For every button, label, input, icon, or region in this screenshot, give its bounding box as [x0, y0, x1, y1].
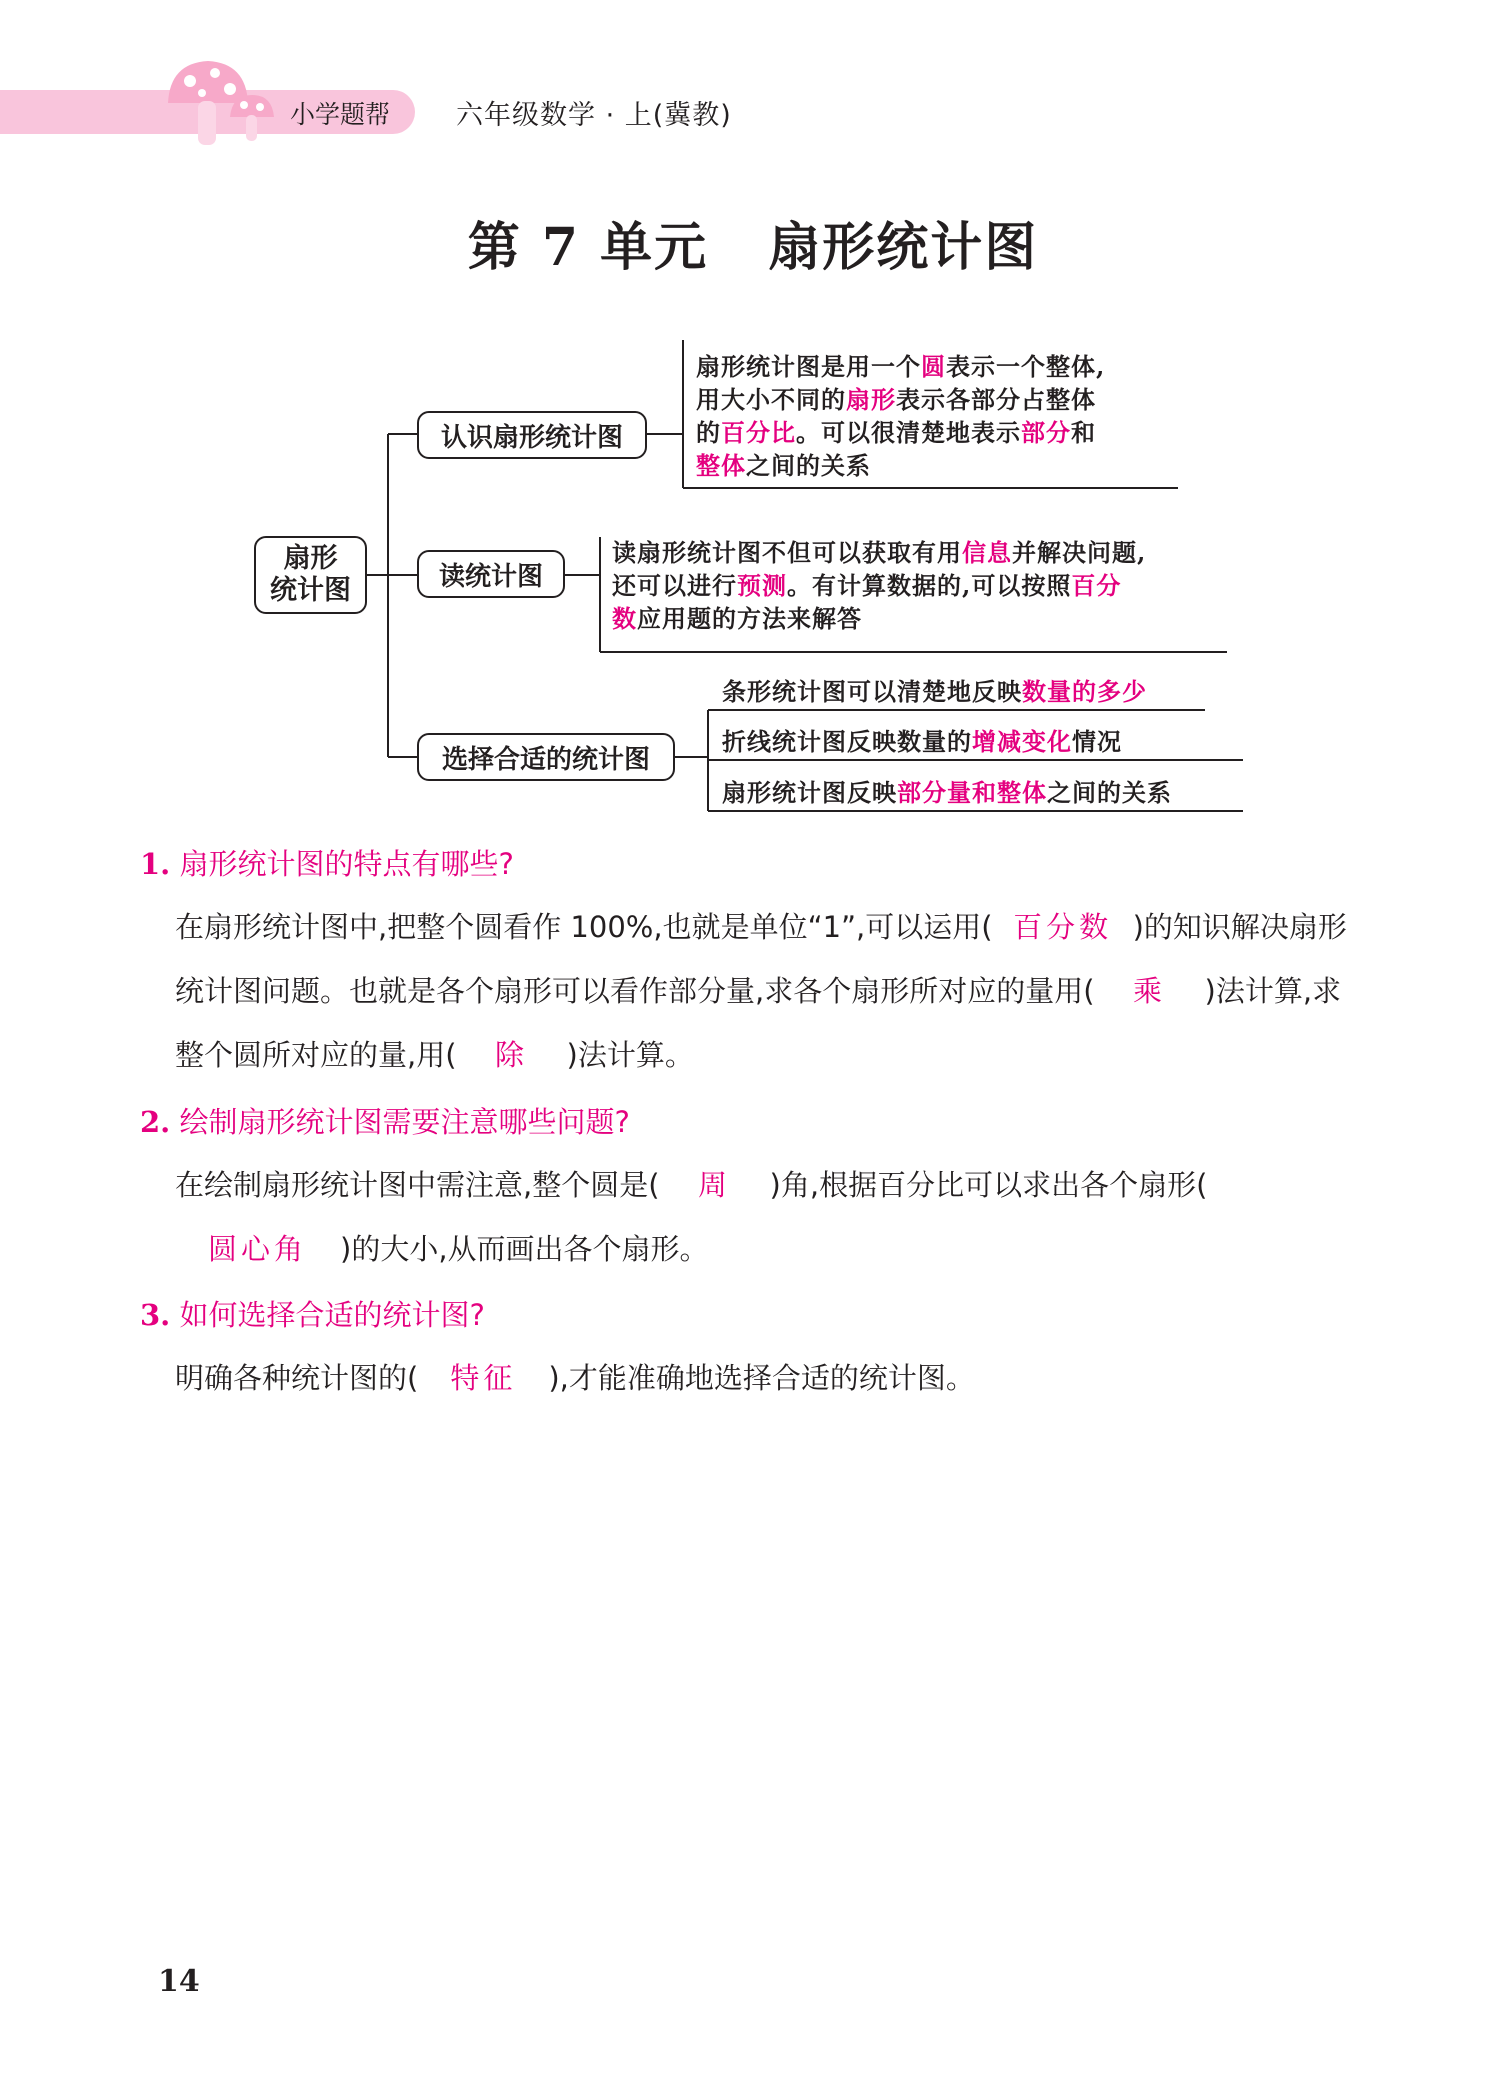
note-line — [696, 383, 1196, 416]
branch-recognize — [417, 411, 647, 459]
question-2 — [140, 1100, 630, 1141]
note-line — [612, 536, 1252, 569]
note-line — [696, 416, 1196, 449]
note-text: 扇形统计图是用一个 — [696, 352, 921, 381]
note-text: 之间的关系 — [1047, 778, 1172, 807]
branch-read — [417, 550, 565, 598]
highlight-text: 增减变化 — [972, 727, 1072, 756]
answer-1 — [175, 895, 1370, 1087]
root-line-1: 扇形 — [283, 543, 338, 574]
answer-blank: 周 — [698, 1168, 732, 1202]
question-3 — [140, 1293, 485, 1334]
branch-choose-item — [722, 725, 1122, 758]
answer-3 — [175, 1346, 1370, 1410]
note-text: 情况 — [1072, 727, 1122, 756]
highlight-text: 预测 — [737, 571, 787, 600]
branch-read-note — [612, 536, 1252, 635]
page-number: 14 — [158, 1964, 200, 1999]
answer-text: 明确各种统计图的( — [175, 1361, 419, 1395]
highlight-text: 部分 — [1021, 418, 1071, 447]
answer-text: ),才能准确地选择合适的统计图。 — [548, 1361, 975, 1395]
question-text: 如何选择合适的统计图? — [179, 1298, 485, 1332]
branch-choose-item — [722, 675, 1147, 708]
note-text: 之间的关系 — [746, 451, 871, 480]
branch-choose — [417, 733, 675, 781]
branch-label: 读统计图 — [438, 561, 543, 592]
note-text: 应用题的方法来解答 — [637, 604, 862, 633]
question-number: 3. — [140, 1298, 171, 1332]
note-line — [696, 449, 1196, 482]
highlight-text: 百分 — [1071, 571, 1122, 600]
highlight-text: 部分量和整体 — [897, 778, 1047, 807]
note-text: 。可以很清楚地表示 — [796, 418, 1021, 447]
note-text: 还可以进行 — [612, 571, 737, 600]
question-number: 2. — [140, 1105, 171, 1139]
question-text: 扇形统计图的特点有哪些? — [179, 847, 514, 881]
mind-map-root — [254, 536, 367, 614]
highlight-text: 扇形 — [846, 385, 896, 414]
root-line-2: 统计图 — [270, 575, 351, 606]
branch-label: 选择合适的统计图 — [441, 744, 650, 775]
branch-recognize-note — [696, 350, 1196, 482]
highlight-text: 整体 — [696, 451, 746, 480]
series-name: 小学题帮 — [290, 100, 391, 129]
note-text: 扇形统计图反映 — [722, 778, 897, 807]
highlight-text: 数量的多少 — [1022, 677, 1147, 706]
highlight-text: 百分比 — [721, 418, 796, 447]
note-text: 和 — [1071, 418, 1096, 447]
note-text: 读扇形统计图不但可以获取有用 — [612, 538, 962, 567]
answer-blank: 乘 — [1133, 974, 1167, 1008]
answer-blank: 圆心角 — [207, 1232, 307, 1266]
book-title: 六年级数学 · 上(冀教) — [456, 100, 732, 131]
answer-2 — [175, 1153, 1370, 1281]
question-text: 绘制扇形统计图需要注意哪些问题? — [179, 1105, 630, 1139]
note-text: 表示一个整体, — [946, 352, 1106, 381]
question-1 — [140, 842, 514, 883]
answer-text: )角,根据百分比可以求出各个扇形( — [769, 1168, 1208, 1202]
answer-text: )的知识解决扇形统计图问题。也就是各个扇形可以看作部分量,求各个扇形所对应的量用( — [175, 910, 1347, 1008]
highlight-text: 信息 — [962, 538, 1012, 567]
note-line — [696, 350, 1196, 383]
highlight-text: 圆 — [921, 352, 946, 381]
note-text: 用大小不同的 — [696, 385, 846, 414]
unit-number: 第 7 单元 — [467, 217, 709, 278]
note-text: 的 — [696, 418, 721, 447]
note-text: 并解决问题, — [1012, 538, 1147, 567]
question-number: 1. — [140, 847, 171, 881]
answer-blank: 除 — [495, 1038, 529, 1072]
answer-text: )法计算,求整个圆所对应的量,用( — [175, 974, 1342, 1072]
answer-text: 在绘制扇形统计图中需注意,整个圆是( — [175, 1168, 660, 1202]
unit-name: 扇形统计图 — [768, 217, 1039, 278]
answer-text: )的大小,从而画出各个扇形。 — [340, 1232, 709, 1266]
highlight-text: 数 — [612, 604, 637, 633]
note-text: 折线统计图反映数量的 — [722, 727, 972, 756]
answer-text: 在扇形统计图中,把整个圆看作 100%,也就是单位“1”,可以运用( — [175, 910, 993, 944]
branch-choose-item — [722, 776, 1172, 809]
note-line — [612, 569, 1252, 602]
note-text: 表示各部分占整体 — [896, 385, 1096, 414]
note-text: 。有计算数据的,可以按照 — [787, 571, 1072, 600]
mind-map — [0, 0, 1506, 830]
answer-text: )法计算。 — [566, 1038, 694, 1072]
branch-label: 认识扇形统计图 — [440, 422, 623, 453]
note-line — [612, 602, 1252, 635]
note-text: 条形统计图可以清楚地反映 — [722, 677, 1022, 706]
answer-blank: 特征 — [450, 1361, 517, 1395]
answer-blank: 百分数 — [1013, 910, 1113, 944]
